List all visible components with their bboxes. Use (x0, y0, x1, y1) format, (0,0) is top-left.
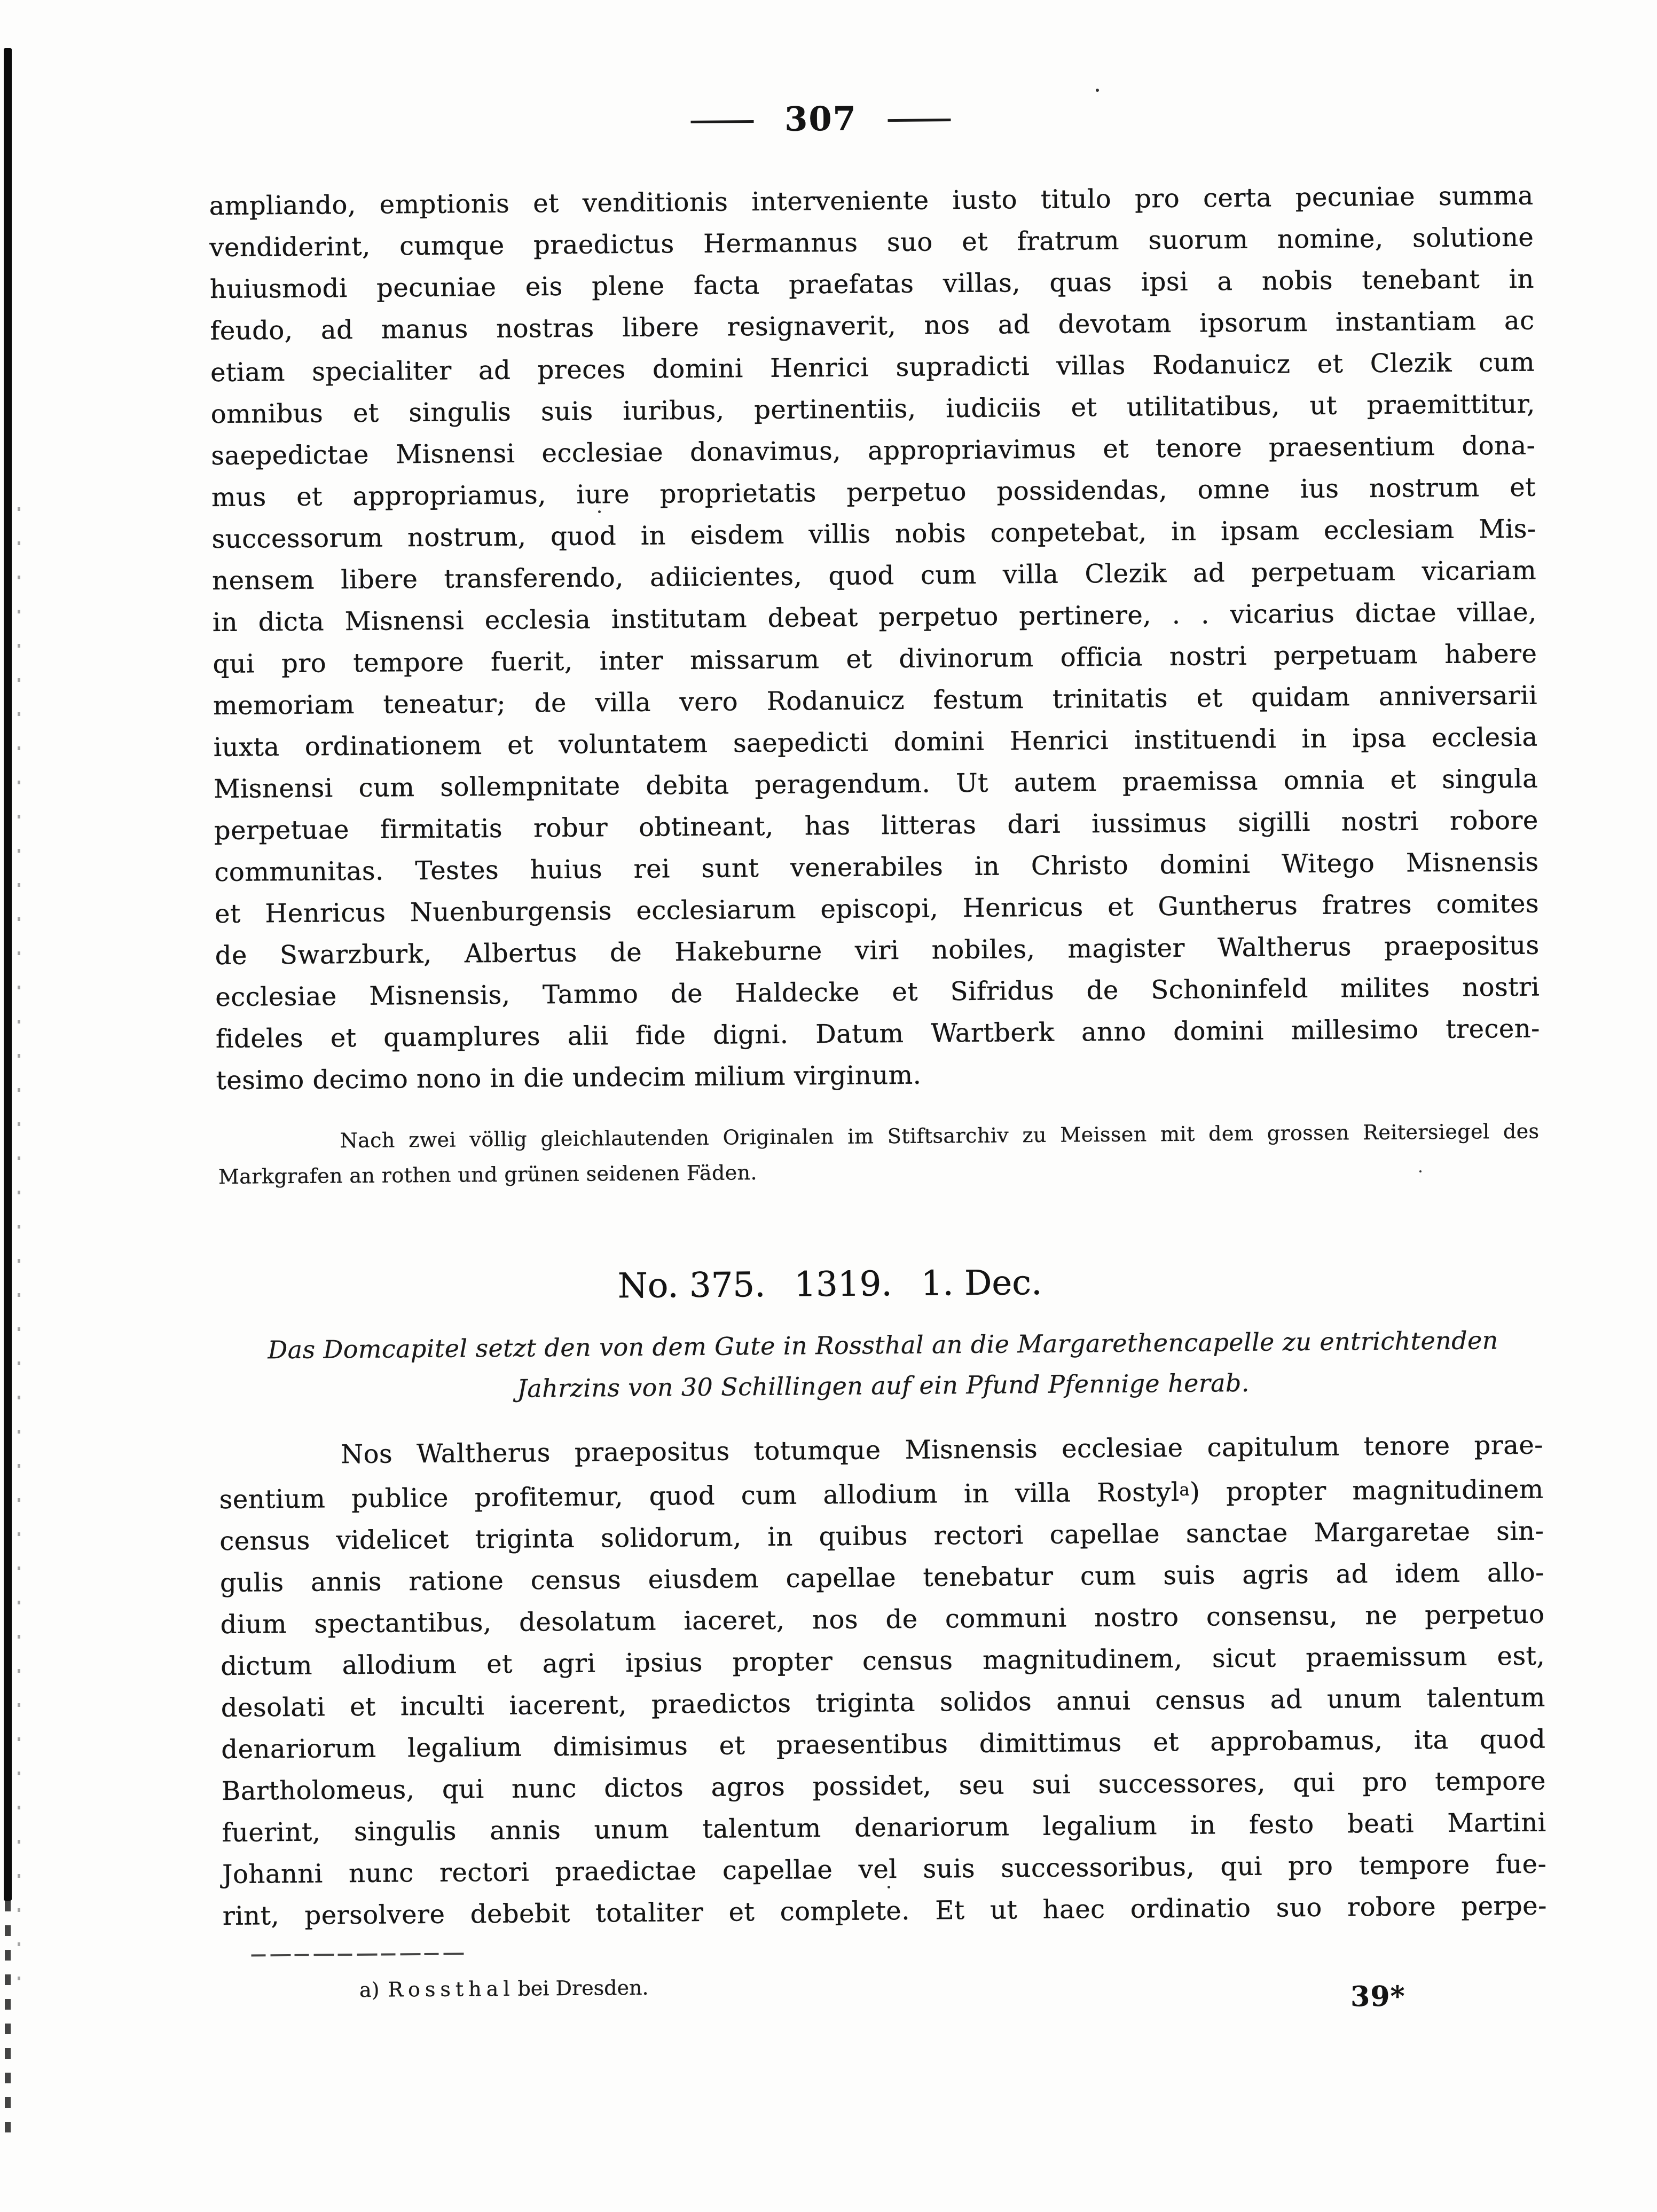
text-line: Misnensi cum sollempnitate debita peragendum. Ut autem praemissa omnia et singula (214, 763, 1538, 805)
text-line: census videlicet triginta solidorum, in quibus rectori capellae sanctae Margaretae sin- (219, 1516, 1544, 1556)
charter-heading (1, 1257, 1657, 1312)
text-line: iuxta ordinationem et voluntatem saepedicti domini Henrici instituendi in ipsa ecclesia (213, 722, 1538, 763)
text-segment: ) propter magnitudinem (1189, 1474, 1544, 1507)
charter-number: No. 375. (617, 1265, 766, 1306)
charter-summary (167, 1319, 1599, 1412)
sheet-signature: 39* (1350, 1980, 1405, 2013)
footnote-separator-rule (251, 1953, 466, 1956)
text-line: mus et appropriamus, iure proprietatis perpetuo possidendas, omne ius nostrum et (211, 472, 1536, 513)
text-line: desolati et inculti iacerent, praedictos triginta solidos annui census ad unum talentum (221, 1682, 1545, 1723)
text-line: qui pro tempore fuerit, inter missarum et divinorum officia nostri perpetuam habere (213, 639, 1537, 680)
charter-date: 1. Dec. (921, 1263, 1042, 1304)
text-line: in dicta Misnensi ecclesia institutam debeat perpetuo pertinere, . . vicarius dictae villae, (212, 597, 1537, 638)
latin-charter-continuation (209, 175, 1540, 1101)
text-line: communitas. Testes huius rei sunt venerabiles in Christo domini Witego Misnensis (214, 847, 1539, 888)
footnote (359, 1974, 649, 2004)
text-line: omnibus et singulis suis iuribus, pertinentiis, iudiciis et utilitatibus, ut praemittitur, (210, 389, 1535, 430)
footnote-label: a) (359, 1978, 380, 2002)
text-line: gulis annis ratione census eiusdem capellae tenebatur cum suis agris ad idem allo- (219, 1557, 1545, 1598)
text-line: Nos Waltherus praepositus totumque Misnensis ecclesiae capitulum tenore prae- (340, 1430, 1544, 1470)
text-line: Jahrzins von 30 Schillingen auf ein Pfund Pfennige herab. (517, 1368, 1250, 1403)
text-line: Das Domcapitel setzt den von dem Gute in Rossthal an die Margarethencapelle zu entrichtenden (268, 1326, 1498, 1365)
text-line: denariorum legalium dimisimus et praesentibus dimittimus et approbamus, ita quod (221, 1724, 1546, 1765)
text-line: feudo, ad manus nostras libere resignaverit, nos ad devotam ipsorum instantiam ac (210, 305, 1535, 347)
text-line: huiusmodi pecuniae eis plene facta praefatas villas, quas ipsi a nobis tenebant in (209, 264, 1535, 305)
text-line: dium spectantibus, desolatum iaceret, nos de communi nostro consensu, ne perpetuo (220, 1599, 1545, 1640)
text-line: vendiderint, cumque praedictus Hermannus suo et fratrum suorum nomine, solutione (209, 222, 1534, 263)
footnote-place: Rossthal (388, 1977, 515, 2002)
text-line: successorum nostrum, quod in eisdem villis nobis conpetebat, in ipsam ecclesiam Mis- (211, 514, 1536, 555)
text-line: memoriam teneatur; de villa vero Rodanuicz festum trinitatis et quidam anniversarii (213, 680, 1538, 721)
text-line: rint, persolvere debebit totaliter et complete. Et ut haec ordinatio suo robore perpe- (222, 1891, 1548, 1931)
text-line: ampliando, emptionis et venditionis interveniente iusto titulo pro certa pecuniae summa (209, 180, 1534, 222)
charter-year: 1319. (794, 1264, 892, 1305)
footnote-text: bei Dresden. (517, 1975, 649, 2001)
text-line: tesimo decimo nono in die undecim milium virginum. (216, 1060, 922, 1096)
footnote-ref-marker: a (1179, 1479, 1190, 1500)
text-line: fuerint, singulis annis unum talentum denariorum legalium in festo beati Martini (222, 1807, 1546, 1848)
header-rule-left (690, 120, 753, 123)
text-line: saepedictae Misnensi ecclesiae donavimus, appropriavimus et tenore praesentium dona- (211, 430, 1536, 471)
text-line: etiam specialiter ad preces domini Henrici supradicti villas Rodanuicz et Clezik cum (210, 347, 1535, 388)
text-line: dictum allodium et agri ipsius propter census magnitudinem, sicut praemissum est, (220, 1641, 1545, 1681)
header-rule-right (888, 119, 951, 122)
text-line: Johanni nunc rectori praedictae capellae vel suis successoribus, qui pro tempore fue- (222, 1849, 1547, 1890)
source-note (218, 1114, 1540, 1194)
text-line: ecclesiae Misnensis, Tammo de Haldecke et Sifridus de Schoninfeld milites nostri (215, 972, 1540, 1013)
text-line: Nach zwei völlig gleichlautenden Originalen im Stiftsarchiv zu Meissen mit dem grossen Reitersiegel des (340, 1119, 1540, 1153)
page-number: 307 (784, 99, 857, 139)
text-segment: sentium publice profitemur, quod cum allodium in villa Rostyl (219, 1477, 1180, 1515)
text-line: et Henricus Nuenburgensis ecclesiarum episcopi, Henricus et Guntherus fratres comites (214, 888, 1540, 930)
text-line: de Swarzburk, Albertus de Hakeburne viri nobiles, magister Waltherus praepositus (215, 930, 1540, 971)
text-line: perpetuae firmitatis robur obtineant, has litteras dari iussimus sigilli nostri robore (214, 805, 1539, 846)
text-line: nensem libere transferendo, adiicientes, quod cum villa Clezik ad perpetuam vicariam (212, 555, 1537, 596)
text-line: Markgrafen an rothen und grünen seidenen Fäden. (218, 1161, 758, 1188)
text-line: Bartholomeus, qui nunc dictos agros possidet, seu sui successores, qui pro tempore (221, 1766, 1546, 1806)
page-header (0, 94, 1650, 144)
text-line: fideles et quamplures alii fide digni. Datum Wartberk anno domini millesimo trecen- (215, 1013, 1541, 1054)
latin-charter-body (219, 1424, 1547, 1937)
